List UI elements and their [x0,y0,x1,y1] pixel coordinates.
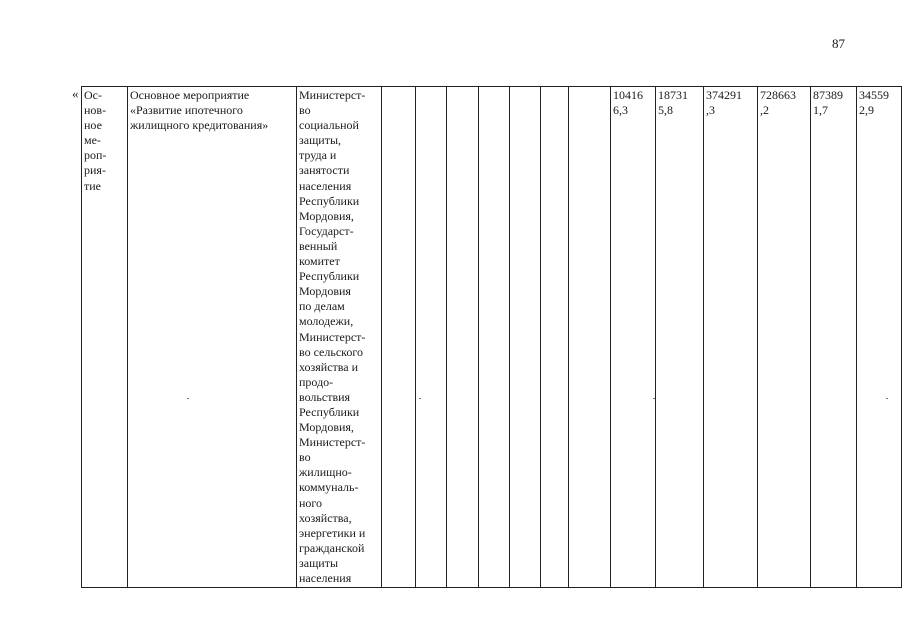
scan-speck [653,398,655,399]
page-number: 87 [832,36,845,51]
table-row [82,87,902,588]
empty-cell [382,87,416,588]
opening-quote-mark: « [72,86,79,101]
activity-name-cell: Основное мероприятие «Развитие ипотечного жилищного кредитования» [128,87,297,588]
value-cell-5: 87389 1,7 [811,87,857,588]
value-cell-3: 374291 ,3 [704,87,758,588]
program-table [81,86,902,588]
value-cell-4: 728663 ,2 [758,87,811,588]
empty-cell [510,87,541,588]
empty-cell [416,87,447,588]
value-cell-6: 34559 2,9 [857,87,902,588]
empty-cell [541,87,569,588]
empty-cell [479,87,510,588]
executor-cell: Министерст- во социальной защиты, труда и занятости населения Республики Мордовия, Государст- венный комитет Республики Мордовия по делам молодежи, Министерст- во сельского хозяйства и продо- вольствия Республики Мордовия, Министерст- во жилищно- коммуналь- ного хозяйства, энергетики и гражданской защиты населения [297,87,382,588]
activity-type-cell: Ос- нов- ное ме- роп- рия- тие [82,87,128,588]
scan-speck [886,398,888,399]
value-cell-1: 10416 6,3 [611,87,656,588]
empty-cell [447,87,479,588]
scan-speck [187,398,189,399]
empty-cell [569,87,611,588]
scan-speck [419,398,421,399]
value-cell-2: 18731 5,8 [656,87,704,588]
